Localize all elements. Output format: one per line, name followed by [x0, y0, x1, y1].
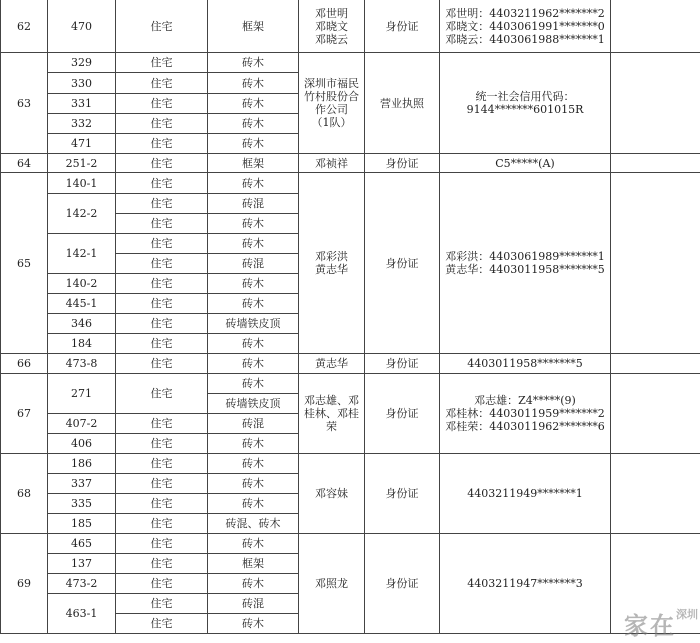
structure-cell: 砖混: [208, 594, 299, 614]
lot-number: 335: [48, 494, 116, 514]
blank-cell: [611, 154, 700, 173]
structure-cell: 砖木: [208, 474, 299, 494]
lot-number: 331: [48, 94, 116, 114]
usage-cell: 住宅: [116, 0, 208, 53]
structure-cell: 砖木: [208, 73, 299, 94]
structure-cell: 砖木: [208, 53, 299, 73]
structure-cell: 砖木: [208, 614, 299, 634]
structure-cell: 砖木: [208, 234, 299, 254]
structure-cell: 砖木: [208, 354, 299, 374]
id-number: 4403011958*******5: [440, 354, 611, 374]
id-type: 身份证: [365, 374, 440, 454]
structure-cell: 砖木: [208, 114, 299, 134]
id-type: 身份证: [365, 173, 440, 354]
id-number: 4403211949*******1: [440, 454, 611, 534]
usage-cell: 住宅: [116, 294, 208, 314]
blank-cell: [611, 0, 700, 53]
structure-cell: 砖木: [208, 574, 299, 594]
lot-number: 251-2: [48, 154, 116, 173]
structure-cell: 框架: [208, 554, 299, 574]
structure-cell: 砖木: [208, 334, 299, 354]
lot-number: 337: [48, 474, 116, 494]
usage-cell: 住宅: [116, 94, 208, 114]
usage-cell: 住宅: [116, 194, 208, 214]
usage-cell: 住宅: [116, 73, 208, 94]
owner-name: 邓彩洪 黄志华: [299, 173, 365, 354]
structure-cell: 砖混: [208, 254, 299, 274]
id-number: 统一社会信用代码： 9144*******601015R: [440, 53, 611, 154]
id-type: 身份证: [365, 354, 440, 374]
lot-number: 465: [48, 534, 116, 554]
lot-number: 463-1: [48, 594, 116, 634]
lot-number: 271: [48, 374, 116, 414]
usage-cell: 住宅: [116, 134, 208, 154]
lot-number: 346: [48, 314, 116, 334]
owner-name: 邓世明 邓晓文 邓晓云: [299, 0, 365, 53]
usage-cell: 住宅: [116, 314, 208, 334]
id-number: 4403211947*******3: [440, 534, 611, 634]
table-row: [1, 173, 700, 194]
lot-number: 137: [48, 554, 116, 574]
row-number: 67: [1, 374, 48, 454]
usage-cell: 住宅: [116, 214, 208, 234]
table-row: [1, 534, 700, 554]
id-number: 邓世明：4403211962*******2 邓晓文：4403061991*******0 邓晓云：4403061988*******1: [440, 0, 611, 53]
structure-cell: 砖混: [208, 194, 299, 214]
structure-cell: 砖木: [208, 274, 299, 294]
id-type: 身份证: [365, 454, 440, 534]
id-type: 营业执照: [365, 53, 440, 154]
usage-cell: 住宅: [116, 514, 208, 534]
lot-number: 471: [48, 134, 116, 154]
id-number: 邓志雄：Z4*****(9) 邓桂林：4403011959*******2 邓桂荣：4403011962*******6: [440, 374, 611, 454]
row-number: 66: [1, 354, 48, 374]
structure-cell: 砖木: [208, 134, 299, 154]
usage-cell: 住宅: [116, 334, 208, 354]
table-row: [1, 0, 700, 53]
usage-cell: 住宅: [116, 594, 208, 614]
lot-number: 470: [48, 0, 116, 53]
row-number: 62: [1, 0, 48, 53]
structure-cell: 砖墙铁皮顶: [208, 314, 299, 334]
usage-cell: 住宅: [116, 354, 208, 374]
lot-number: 142-1: [48, 234, 116, 274]
id-number: 邓彩洪：4403061989*******1 黄志华：4403011958*******5: [440, 173, 611, 354]
lot-number: 329: [48, 53, 116, 73]
structure-cell: 框架: [208, 154, 299, 173]
structure-cell: 框架: [208, 0, 299, 53]
lot-number: 407-2: [48, 414, 116, 434]
owner-name: 邓照龙: [299, 534, 365, 634]
owner-name: 邓容妹: [299, 454, 365, 534]
structure-cell: 砖墙铁皮顶: [208, 394, 299, 414]
id-number: C5*****(A): [440, 154, 611, 173]
lot-number: 445-1: [48, 294, 116, 314]
structure-cell: 砖混、砖木: [208, 514, 299, 534]
lot-number: 473-2: [48, 574, 116, 594]
row-number: 69: [1, 534, 48, 634]
table-row: [1, 354, 700, 374]
table-row: [1, 154, 700, 173]
usage-cell: 住宅: [116, 454, 208, 474]
owner-name: 邓志雄、邓 桂林、邓桂 荣: [299, 374, 365, 454]
lot-number: 140-1: [48, 173, 116, 194]
blank-cell: [611, 354, 700, 374]
usage-cell: 住宅: [116, 374, 208, 414]
row-number: 63: [1, 53, 48, 154]
usage-cell: 住宅: [116, 574, 208, 594]
lot-number: 184: [48, 334, 116, 354]
lot-number: 186: [48, 454, 116, 474]
usage-cell: 住宅: [116, 114, 208, 134]
usage-cell: 住宅: [116, 614, 208, 634]
id-type: 身份证: [365, 0, 440, 53]
structure-cell: 砖木: [208, 494, 299, 514]
structure-cell: 砖木: [208, 294, 299, 314]
owner-name: 邓祯祥: [299, 154, 365, 173]
table-row: [1, 454, 700, 474]
blank-cell: [611, 454, 700, 534]
structure-cell: 砖木: [208, 173, 299, 194]
usage-cell: 住宅: [116, 274, 208, 294]
usage-cell: 住宅: [116, 494, 208, 514]
blank-cell: [611, 173, 700, 354]
usage-cell: 住宅: [116, 534, 208, 554]
table-row: [1, 374, 700, 394]
usage-cell: 住宅: [116, 434, 208, 454]
owner-name: 黄志华: [299, 354, 365, 374]
id-type: 身份证: [365, 534, 440, 634]
usage-cell: 住宅: [116, 474, 208, 494]
row-number: 64: [1, 154, 48, 173]
lot-number: 473-8: [48, 354, 116, 374]
structure-cell: 砖木: [208, 214, 299, 234]
blank-cell: [611, 53, 700, 154]
structure-cell: 砖木: [208, 434, 299, 454]
usage-cell: 住宅: [116, 554, 208, 574]
lot-number: 142-2: [48, 194, 116, 234]
lot-number: 185: [48, 514, 116, 534]
lot-number: 140-2: [48, 274, 116, 294]
structure-cell: 砖木: [208, 534, 299, 554]
row-number: 68: [1, 454, 48, 534]
blank-cell: [611, 374, 700, 454]
usage-cell: 住宅: [116, 53, 208, 73]
lot-number: 406: [48, 434, 116, 454]
usage-cell: 住宅: [116, 173, 208, 194]
usage-cell: 住宅: [116, 414, 208, 434]
structure-cell: 砖混: [208, 414, 299, 434]
row-number: 65: [1, 173, 48, 354]
lot-number: 332: [48, 114, 116, 134]
owner-name: 深圳市福民 竹村股份合 作公司 （1队）: [299, 53, 365, 154]
lot-number: 330: [48, 73, 116, 94]
structure-cell: 砖木: [208, 374, 299, 394]
watermark-logo: 家在$^{深圳}$: [624, 608, 698, 640]
id-type: 身份证: [365, 154, 440, 173]
usage-cell: 住宅: [116, 254, 208, 274]
usage-cell: 住宅: [116, 234, 208, 254]
structure-cell: 砖木: [208, 454, 299, 474]
usage-cell: 住宅: [116, 154, 208, 173]
table-row: [1, 53, 700, 73]
structure-cell: 砖木: [208, 94, 299, 114]
